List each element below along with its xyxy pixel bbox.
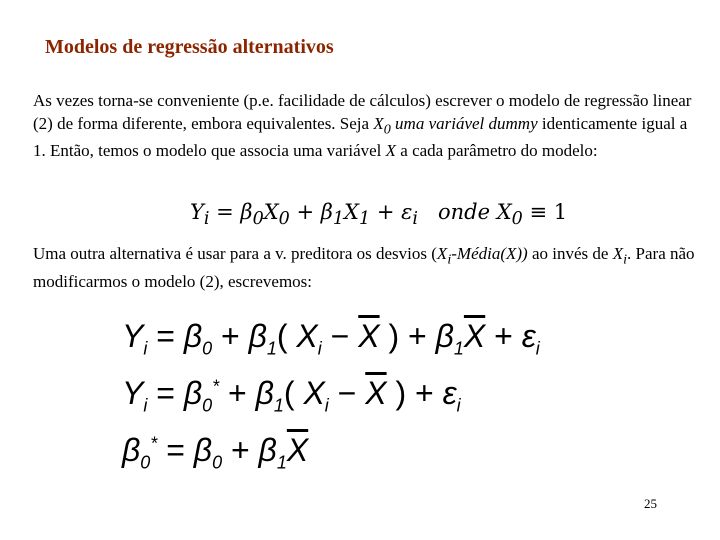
paragraph-intro — [33, 90, 698, 163]
paragraph-alt-part3: ao invés de — [527, 244, 613, 263]
dummy-text: uma variável dummy — [390, 113, 538, 133]
equation-centered-model: $Y_i = \beta_0 + \beta_1$( $X_i - \overline{X}$ ) + $\beta_1\overline{X} + \varepsilon_i$ — [122, 318, 540, 359]
x0-symbol: $X_0$ — [373, 113, 391, 137]
media-text: -Média(X)) — [451, 244, 528, 263]
equation-beta0-star: $\beta_0^* = \beta_0 + \beta_1\overline{X}$ — [122, 432, 309, 473]
paragraph-alternative — [33, 243, 698, 293]
paragraph-alt-part4: . Para não modificarmos o modelo (2), escrevemos: — [33, 244, 695, 291]
xi-symbol: $X_i$ — [436, 244, 452, 268]
x-symbol: X — [385, 141, 397, 161]
paragraph-intro-part4: a cada parâmetro do modelo: — [396, 141, 598, 161]
equation-dummy-model: $Y_i = \beta_0X_0 + \beta_1X_1 + \varepsilon_i$ onde $X_0 \equiv 1$ — [190, 200, 568, 230]
paragraph-intro-part3: identicamente igual a 1. Então, temos o modelo que associa uma variável — [33, 113, 688, 161]
xi2-symbol: $X_i$ — [612, 244, 628, 268]
equation-reparam-model: $Y_i = \beta_0^* + \beta_1$( $X_i - \overline{X}$ ) + $\varepsilon_i$ — [122, 375, 461, 416]
slide-title: Modelos de regressão alternativos — [45, 36, 334, 58]
page-number: 25 — [644, 496, 657, 511]
paragraph-alt-part1: Uma outra alternativa é usar para a v. preditora os desvios ( — [33, 244, 437, 263]
paragraph-intro-part1: As vezes torna-se conveniente (p.e. facilidade de cálculos) escrever o modelo de regressão linear (2) de forma diferente, embora equivalentes. Seja — [33, 91, 692, 133]
